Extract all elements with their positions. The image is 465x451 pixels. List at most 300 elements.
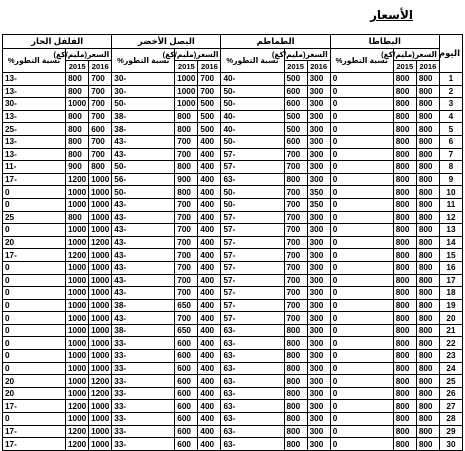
pepper-change-cell: 25 [3,211,66,224]
year-header-2015: 2015 [284,61,307,73]
potato-2016-cell: 800 [416,337,439,350]
tomato-2016-cell: 300 [307,261,330,274]
onion-change-cell: -38 [112,324,175,337]
table-body [3,73,463,451]
potato-2016-cell: 800 [416,148,439,161]
onion-2016-cell: 400 [198,135,221,148]
pepper-change-cell: 0 [3,198,66,211]
onion-2016-cell: 400 [198,425,221,438]
potato-2016-cell: 800 [416,387,439,400]
potato-2015-cell: 800 [393,387,416,400]
pepper-change-cell: -13 [3,148,66,161]
tomato-change-cell: -57 [221,287,284,300]
potato-change-cell: 0 [330,98,393,111]
onion-2015-cell: 700 [175,261,198,274]
onion-2016-cell: 400 [198,287,221,300]
pepper-change-cell: -30 [3,98,66,111]
year-header-2015: 2015 [66,61,89,73]
onion-2015-cell: 600 [175,362,198,375]
potato-2016-cell: 800 [416,413,439,426]
pepper-change-cell: -17 [3,438,66,451]
potato-change-cell: 0 [330,413,393,426]
onion-2015-cell: 600 [175,375,198,388]
table-row [3,148,463,161]
tomato-change-cell: -40 [221,110,284,123]
tomato-2015-cell: 700 [284,261,307,274]
pepper-change-cell: 0 [3,413,66,426]
tomato-change-cell: -63 [221,413,284,426]
onion-change-cell: -33 [112,413,175,426]
potato-2015-cell: 800 [393,312,416,325]
potato-change-cell: 0 [330,173,393,186]
tomato-2015-cell: 700 [284,211,307,224]
potato-2015-cell: 800 [393,173,416,186]
year-header-2016: 2016 [307,61,330,73]
tomato-change-cell: -63 [221,324,284,337]
pepper-2015-cell: 800 [66,110,89,123]
potato-2015-cell: 800 [393,249,416,262]
tomato-2016-cell: 300 [307,299,330,312]
pepper-2015-cell: 1000 [66,236,89,249]
onion-change-cell: -33 [112,387,175,400]
tomato-2016-cell: 350 [307,186,330,199]
onion-2016-cell: 400 [198,224,221,237]
product-header-hot-pepper: الفلفل الحار [3,35,112,49]
tomato-change-cell: -40 [221,73,284,86]
onion-change-cell: -33 [112,400,175,413]
onion-2015-cell: 600 [175,350,198,363]
potato-change-cell: 0 [330,211,393,224]
tomato-2015-cell: 700 [284,249,307,262]
onion-2015-cell: 700 [175,211,198,224]
potato-2016-cell: 800 [416,362,439,375]
potato-2016-cell: 800 [416,261,439,274]
tomato-change-cell: -50 [221,85,284,98]
pepper-2016-cell: 1000 [89,173,112,186]
onion-2015-cell: 1000 [175,73,198,86]
tomato-2016-cell: 300 [307,236,330,249]
potato-2015-cell: 800 [393,350,416,363]
potato-change-cell: 0 [330,198,393,211]
tomato-2016-cell: 300 [307,85,330,98]
table-row [3,324,463,337]
pepper-2016-cell: 1000 [89,324,112,337]
tomato-change-cell: -63 [221,173,284,186]
onion-2015-cell: 700 [175,198,198,211]
onion-change-cell: -43 [112,198,175,211]
onion-change-cell: -50 [112,186,175,199]
potato-change-cell: 0 [330,312,393,325]
potato-2015-cell: 800 [393,236,416,249]
onion-2016-cell: 400 [198,274,221,287]
pepper-change-cell: -13 [3,73,66,86]
potato-2015-cell: 800 [393,299,416,312]
table-row [3,261,463,274]
onion-2015-cell: 600 [175,425,198,438]
onion-2016-cell: 400 [198,249,221,262]
tomato-2016-cell: 300 [307,438,330,451]
pepper-2016-cell: 1000 [89,186,112,199]
onion-change-cell: -43 [112,261,175,274]
potato-2015-cell: 800 [393,287,416,300]
potato-2015-cell: 800 [393,123,416,136]
onion-2015-cell: 650 [175,299,198,312]
tomato-change-cell: -50 [221,98,284,111]
tomato-change-cell: -63 [221,375,284,388]
potato-2016-cell: 800 [416,350,439,363]
tomato-2015-cell: 700 [284,161,307,174]
onion-2015-cell: 1000 [175,85,198,98]
tomato-2015-cell: 700 [284,299,307,312]
tomato-2015-cell: 700 [284,312,307,325]
tomato-change-cell: -57 [221,161,284,174]
change-header: نسبة التطور% [112,49,175,73]
pepper-2015-cell: 1000 [66,224,89,237]
tomato-2015-cell: 700 [284,274,307,287]
onion-2016-cell: 700 [198,85,221,98]
pepper-change-cell: -17 [3,249,66,262]
onion-2016-cell: 700 [198,73,221,86]
year-header-2016: 2016 [416,61,439,73]
onion-2016-cell: 400 [198,299,221,312]
pepper-2016-cell: 1000 [89,350,112,363]
pepper-2016-cell: 1000 [89,425,112,438]
day-cell: 19 [439,299,462,312]
day-cell: 5 [439,123,462,136]
potato-change-cell: 0 [330,73,393,86]
table-row [3,362,463,375]
pepper-2016-cell: 1000 [89,261,112,274]
tomato-2015-cell: 800 [284,362,307,375]
potato-change-cell: 0 [330,387,393,400]
onion-change-cell: -38 [112,110,175,123]
onion-2016-cell: 500 [198,123,221,136]
day-cell: 24 [439,362,462,375]
tomato-change-cell: -57 [221,249,284,262]
onion-change-cell: -43 [112,211,175,224]
onion-change-cell: -33 [112,438,175,451]
potato-2016-cell: 800 [416,73,439,86]
pepper-2016-cell: 1200 [89,375,112,388]
onion-2016-cell: 400 [198,148,221,161]
tomato-2016-cell: 300 [307,375,330,388]
tomato-2015-cell: 700 [284,148,307,161]
onion-2015-cell: 800 [175,123,198,136]
onion-change-cell: -50 [112,98,175,111]
pepper-2015-cell: 1000 [66,350,89,363]
price-header: السعر(مليم/كغ) [66,49,112,61]
pepper-2016-cell: 1000 [89,198,112,211]
tomato-change-cell: -63 [221,400,284,413]
tomato-change-cell: -57 [221,274,284,287]
pepper-change-cell: 0 [3,261,66,274]
tomato-2015-cell: 600 [284,98,307,111]
potato-2015-cell: 800 [393,73,416,86]
pepper-2016-cell: 1000 [89,438,112,451]
tomato-change-cell: -63 [221,362,284,375]
potato-2016-cell: 800 [416,324,439,337]
change-header: نسبة التطور% [330,49,393,73]
potato-change-cell: 0 [330,425,393,438]
potato-change-cell: 0 [330,287,393,300]
table-row [3,135,463,148]
day-cell: 29 [439,425,462,438]
onion-change-cell: -43 [112,287,175,300]
tomato-change-cell: -50 [221,186,284,199]
day-cell: 30 [439,438,462,451]
tomato-2016-cell: 300 [307,362,330,375]
prices-table [2,34,463,451]
pepper-2016-cell: 700 [89,98,112,111]
pepper-2016-cell: 1000 [89,224,112,237]
day-cell: 10 [439,186,462,199]
year-header-2015: 2015 [393,61,416,73]
table-row [3,236,463,249]
potato-2016-cell: 800 [416,425,439,438]
day-cell: 21 [439,324,462,337]
pepper-2015-cell: 1000 [66,261,89,274]
tomato-change-cell: -50 [221,135,284,148]
table-row [3,173,463,186]
onion-2015-cell: 800 [175,161,198,174]
day-cell: 1 [439,73,462,86]
pepper-2015-cell: 800 [66,123,89,136]
potato-change-cell: 0 [330,299,393,312]
pepper-change-cell: -13 [3,110,66,123]
pepper-2015-cell: 1000 [66,198,89,211]
onion-2015-cell: 700 [175,148,198,161]
header-row-products [3,35,463,49]
potato-2016-cell: 800 [416,236,439,249]
pepper-2015-cell: 1200 [66,400,89,413]
table-row [3,161,463,174]
tomato-2015-cell: 700 [284,186,307,199]
tomato-2016-cell: 300 [307,173,330,186]
table-row [3,350,463,363]
tomato-2016-cell: 300 [307,224,330,237]
pepper-2015-cell: 1200 [66,249,89,262]
pepper-change-cell: 0 [3,287,66,300]
tomato-change-cell: -63 [221,337,284,350]
tomato-2015-cell: 500 [284,73,307,86]
tomato-2015-cell: 700 [284,224,307,237]
tomato-2016-cell: 300 [307,337,330,350]
potato-2015-cell: 800 [393,324,416,337]
tomato-change-cell: -63 [221,350,284,363]
pepper-change-cell: -11 [3,161,66,174]
pepper-2015-cell: 1200 [66,173,89,186]
onion-change-cell: -43 [112,148,175,161]
potato-2015-cell: 800 [393,198,416,211]
day-cell: 12 [439,211,462,224]
potato-2016-cell: 800 [416,312,439,325]
onion-change-cell: -38 [112,299,175,312]
pepper-2015-cell: 800 [66,135,89,148]
potato-change-cell: 0 [330,274,393,287]
potato-change-cell: 0 [330,324,393,337]
onion-2016-cell: 400 [198,337,221,350]
onion-2015-cell: 700 [175,287,198,300]
change-header: نسبة التطور% [221,49,284,73]
pepper-change-cell: 0 [3,274,66,287]
potato-2015-cell: 800 [393,274,416,287]
pepper-2016-cell: 1000 [89,299,112,312]
tomato-change-cell: -57 [221,236,284,249]
onion-2015-cell: 700 [175,274,198,287]
product-header-potato: البطاطا [330,35,439,49]
onion-2016-cell: 500 [198,98,221,111]
tomato-change-cell: -63 [221,438,284,451]
onion-2015-cell: 700 [175,236,198,249]
pepper-2015-cell: 1000 [66,274,89,287]
tomato-change-cell: -40 [221,123,284,136]
potato-change-cell: 0 [330,249,393,262]
pepper-2016-cell: 1000 [89,362,112,375]
pepper-change-cell: -17 [3,425,66,438]
pepper-change-cell: -13 [3,85,66,98]
onion-change-cell: -33 [112,350,175,363]
onion-2015-cell: 600 [175,387,198,400]
tomato-2016-cell: 300 [307,123,330,136]
onion-2016-cell: 400 [198,375,221,388]
day-cell: 15 [439,249,462,262]
potato-2016-cell: 800 [416,198,439,211]
onion-change-cell: -33 [112,337,175,350]
tomato-change-cell: -57 [221,148,284,161]
pepper-2016-cell: 700 [89,73,112,86]
onion-change-cell: -56 [112,173,175,186]
tomato-2016-cell: 300 [307,98,330,111]
onion-2016-cell: 400 [198,324,221,337]
pepper-change-cell: 0 [3,337,66,350]
potato-change-cell: 0 [330,400,393,413]
potato-2015-cell: 800 [393,110,416,123]
day-cell: 6 [439,135,462,148]
table-row [3,375,463,388]
table-row [3,123,463,136]
potato-change-cell: 0 [330,148,393,161]
pepper-2016-cell: 1000 [89,413,112,426]
potato-2015-cell: 800 [393,438,416,451]
onion-2016-cell: 400 [198,362,221,375]
potato-2016-cell: 800 [416,375,439,388]
tomato-2016-cell: 300 [307,413,330,426]
tomato-2015-cell: 800 [284,375,307,388]
potato-2016-cell: 800 [416,438,439,451]
pepper-2015-cell: 1000 [66,312,89,325]
onion-2015-cell: 650 [175,324,198,337]
onion-change-cell: -43 [112,249,175,262]
potato-2016-cell: 800 [416,161,439,174]
tomato-2015-cell: 500 [284,123,307,136]
tomato-2015-cell: 800 [284,337,307,350]
tomato-change-cell: -50 [221,198,284,211]
tomato-2015-cell: 600 [284,135,307,148]
product-header-tomato: الطماطم [221,35,330,49]
pepper-2015-cell: 900 [66,161,89,174]
tomato-2015-cell: 800 [284,350,307,363]
onion-2016-cell: 400 [198,198,221,211]
tomato-2016-cell: 350 [307,198,330,211]
tomato-2016-cell: 300 [307,211,330,224]
onion-2015-cell: 600 [175,400,198,413]
onion-2015-cell: 600 [175,337,198,350]
pepper-2016-cell: 1000 [89,287,112,300]
pepper-2016-cell: 1000 [89,249,112,262]
pepper-2015-cell: 800 [66,211,89,224]
onion-2016-cell: 400 [198,438,221,451]
pepper-2015-cell: 1000 [66,324,89,337]
pepper-change-cell: -17 [3,400,66,413]
onion-2015-cell: 700 [175,312,198,325]
pepper-2016-cell: 700 [89,148,112,161]
pepper-2016-cell: 1000 [89,211,112,224]
onion-change-cell: -43 [112,135,175,148]
tomato-2016-cell: 300 [307,287,330,300]
tomato-2016-cell: 300 [307,350,330,363]
potato-change-cell: 0 [330,362,393,375]
pepper-change-cell: 0 [3,362,66,375]
day-cell: 11 [439,198,462,211]
onion-2015-cell: 600 [175,413,198,426]
day-header: اليوم [439,35,462,73]
product-header-green-onion: البصل الأخضر [112,35,221,49]
table-row [3,198,463,211]
pepper-2016-cell: 700 [89,110,112,123]
tomato-2016-cell: 300 [307,312,330,325]
pepper-change-cell: -25 [3,123,66,136]
pepper-change-cell: 20 [3,236,66,249]
day-cell: 13 [439,224,462,237]
pepper-2015-cell: 1200 [66,438,89,451]
tomato-2015-cell: 500 [284,110,307,123]
onion-2016-cell: 400 [198,173,221,186]
year-header-2016: 2016 [89,61,112,73]
onion-change-cell: -33 [112,375,175,388]
onion-2016-cell: 400 [198,350,221,363]
potato-2015-cell: 800 [393,148,416,161]
onion-2016-cell: 400 [198,387,221,400]
potato-change-cell: 0 [330,261,393,274]
pepper-2015-cell: 1000 [66,387,89,400]
change-header: نسبة التطور% [3,49,66,73]
table-row [3,85,463,98]
tomato-2016-cell: 300 [307,274,330,287]
day-cell: 26 [439,387,462,400]
potato-2015-cell: 800 [393,362,416,375]
onion-2016-cell: 400 [198,400,221,413]
year-header-2015: 2015 [175,61,198,73]
table-row [3,425,463,438]
tomato-2016-cell: 300 [307,148,330,161]
pepper-2015-cell: 800 [66,73,89,86]
tomato-2015-cell: 800 [284,400,307,413]
onion-change-cell: -43 [112,312,175,325]
table-row [3,224,463,237]
pepper-2015-cell: 1000 [66,337,89,350]
potato-2016-cell: 800 [416,186,439,199]
table-row [3,438,463,451]
tomato-2015-cell: 800 [284,438,307,451]
potato-2016-cell: 800 [416,123,439,136]
pepper-change-cell: 20 [3,387,66,400]
potato-2015-cell: 800 [393,375,416,388]
table-row [3,287,463,300]
tomato-2015-cell: 800 [284,173,307,186]
onion-change-cell: -33 [112,362,175,375]
pepper-2015-cell: 800 [66,85,89,98]
onion-2015-cell: 600 [175,438,198,451]
